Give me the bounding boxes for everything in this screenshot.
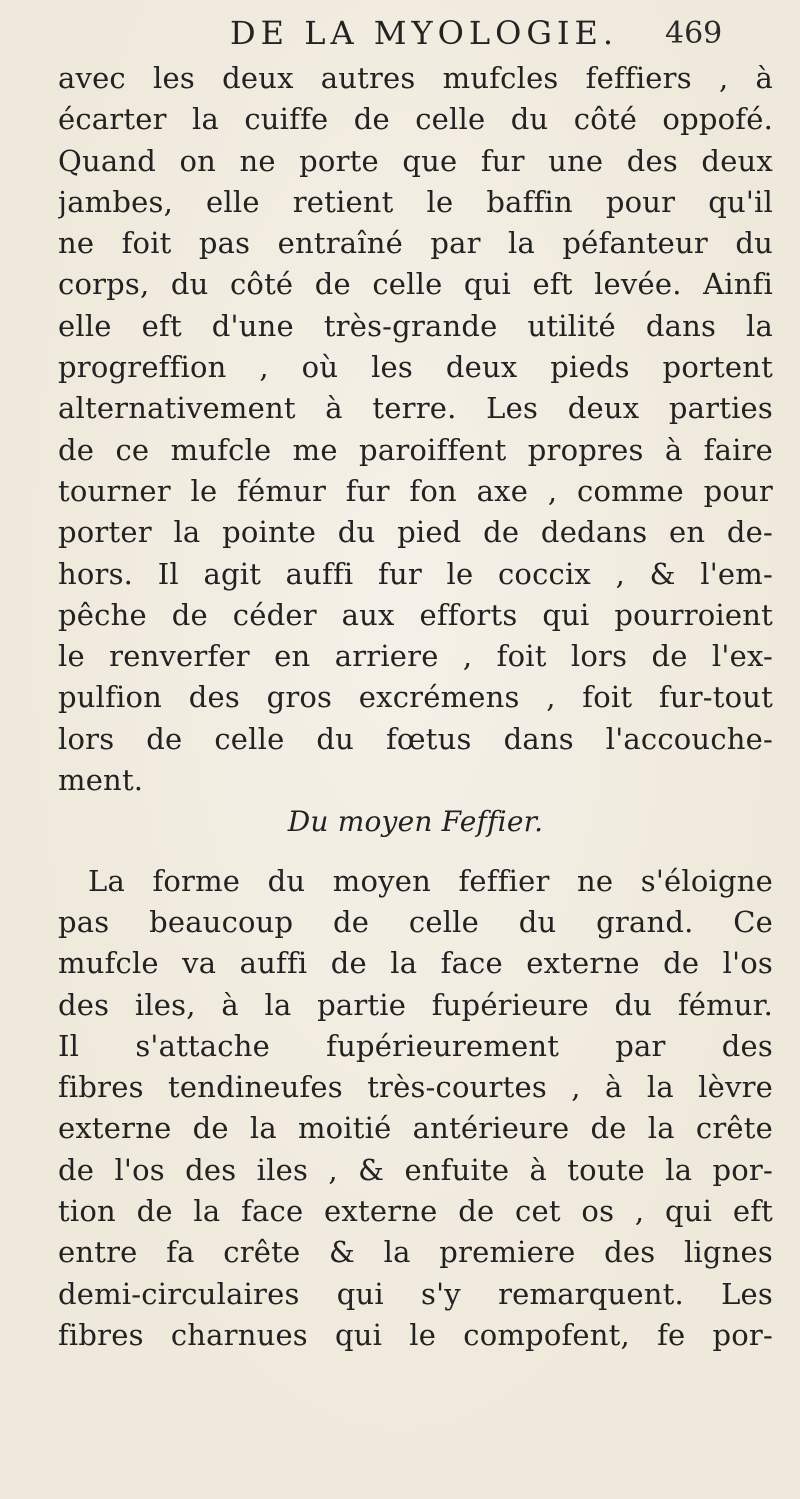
paragraph [58,58,773,801]
text-line: tion de la face externe de cet os , qui eft [58,1194,773,1229]
text-line: lors de celle du fœtus dans l'accouche- [58,721,773,756]
spacer [58,843,773,861]
text-line: entre fa crête & la premiere des lignes [58,1235,773,1270]
text-line: des iles, à la partie fupérieure du fémur. [58,987,773,1022]
text-line: ne foit pas entraîné par la péfanteur du [58,226,773,261]
running-title: DE LA MYOLOGIE. [230,14,619,52]
text-line: pulfion des gros excrémens , foit fur-tout [58,680,773,715]
page-number: 469 [665,16,723,51]
text-line: corps, du côté de celle qui eft levée. Ainfi [58,267,773,302]
body-text [58,58,773,1356]
text-line: porter la pointe du pied de dedans en de- [58,515,773,550]
text-line: hors. Il agit auffi fur le coccix , & l'em- [58,556,773,591]
text-line: avec les deux autres mufcles feffiers , à [58,61,773,95]
text-line: de l'os des iles , & enfuite à toute la por- [58,1152,773,1187]
text-line: fibres tendineufes très-courtes , à la lèvre [58,1070,773,1105]
paragraph [58,861,773,1357]
text-line: elle eft d'une très-grande utilité dans la [58,308,773,343]
text-line: fibres charnues qui le compofent, fe por- [58,1317,773,1352]
text-line: mufcle va auffi de la face externe de l'os [58,946,773,981]
text-line: demi-circulaires qui s'y remarquent. Les [58,1276,773,1311]
text-line: le renverfer en arriere , foit lors de l'ex- [58,639,773,674]
text-line: de ce mufcle me paroiffent propres à faire [58,432,773,467]
text-line: Il s'attache fupérieurement par des [58,1028,773,1063]
text-line: pas beaucoup de celle du grand. Ce [58,904,773,939]
text-line: tourner le fémur fur fon axe , comme pour [58,473,773,508]
text-line: progreffion , où les deux pieds portent [58,350,773,385]
text-line: pêche de céder aux efforts qui pourroient [58,597,773,632]
text-line: ment. [58,763,144,798]
text-line: Quand on ne porte que fur une des deux [58,143,773,178]
section-heading: Du moyen Feffier. [287,805,544,839]
text-line: jambes, elle retient le baffin pour qu'il [58,184,773,219]
text-line: La forme du moyen feffier ne s'éloigne [88,863,773,898]
text-line: externe de la moitié antérieure de la crête [58,1111,773,1146]
text-line: écarter la cuiffe de celle du côté oppofé. [58,102,773,137]
text-line: alternativement à terre. Les deux parties [58,391,773,426]
